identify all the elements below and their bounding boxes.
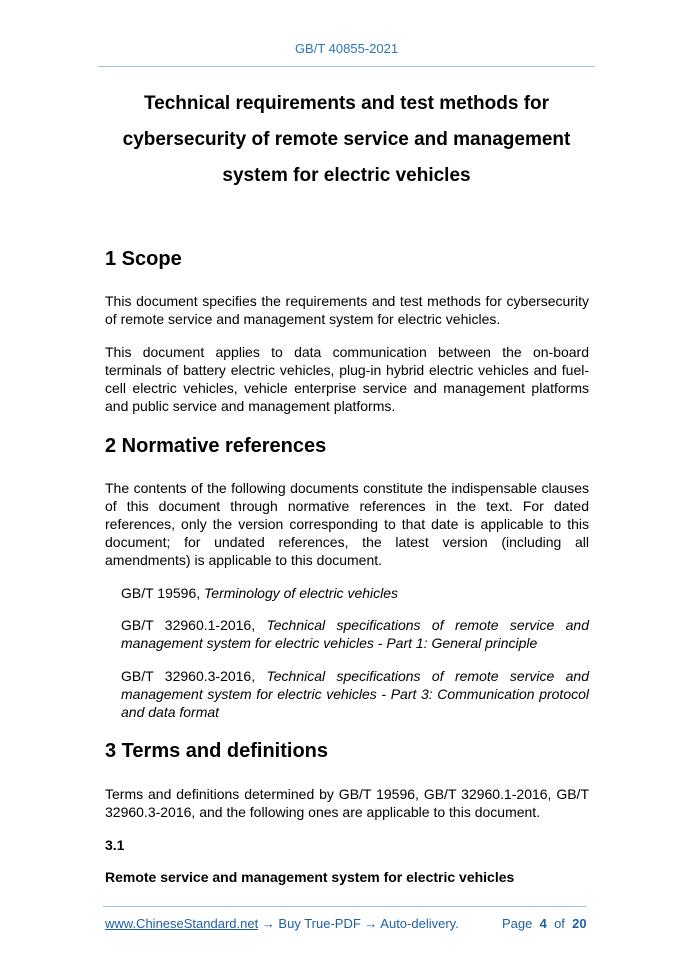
ref-title: Technical specifications of remote service and management system for electric vehicles - Part 3: Communication protocol and data format	[121, 668, 590, 720]
section-heading-terms: 3 Terms and definitions	[105, 740, 328, 762]
of-label: of	[554, 916, 565, 931]
paragraph: The contents of the following documents constitute the indispensable clauses of this document through normative references in the text. For dated references, only the version corresponding to that date is applicable to this document; for undated references, the latest version (including all amendments) is applicable to this document.	[105, 480, 589, 568]
title-line: system for electric vehicles	[222, 165, 471, 186]
current-page: 4	[539, 916, 547, 931]
section-heading-normative-references: 2 Normative references	[105, 435, 327, 457]
footer-divider	[103, 906, 586, 907]
ref-title: Technical specifications of remote service and management system for electric vehicles - Part 1: General principle	[121, 617, 590, 651]
header-doc-id: GB/T 40855-2021	[294, 41, 399, 56]
total-pages: 20	[572, 916, 587, 931]
paragraph: Terms and definitions determined by GB/T 19596, GB/T 32960.1-2016, GB/T 32960.3-2016, and the following ones are applicable to this document.	[105, 786, 589, 820]
ref-code: GB/T 19596,	[121, 585, 205, 601]
term-number: 3.1	[105, 837, 125, 853]
website-link[interactable]: www.ChineseStandard.net	[105, 916, 259, 931]
reference-item	[121, 616, 589, 652]
ref-title: Terminology of electric vehicles	[204, 585, 399, 601]
ref-code: GB/T 32960.1-2016,	[121, 617, 267, 633]
footer-promo	[105, 916, 459, 931]
page-title	[90, 86, 603, 194]
reference-item	[121, 584, 589, 602]
section-heading-scope: 1 Scope	[105, 248, 182, 270]
title-line: Technical requirements and test methods for	[143, 93, 550, 114]
ref-code: GB/T 32960.3-2016,	[121, 668, 267, 684]
title-line: cybersecurity of remote service and management	[122, 129, 571, 150]
page-label: Page	[502, 916, 533, 931]
paragraph: This document applies to data communication between the on-board terminals of battery electric vehicles, plug-in hybrid electric vehicles and fuel-cell electric vehicles, vehicle enterprise service and management platforms and public service and management platforms.	[105, 344, 589, 414]
reference-item	[121, 667, 589, 721]
header-divider	[98, 66, 595, 67]
footer-promo-text: → Buy True-PDF → Auto-delivery.	[258, 916, 459, 931]
page-number	[502, 916, 587, 931]
term-title: Remote service and management system for electric vehicles	[105, 869, 515, 885]
paragraph: This document specifies the requirements and test methods for cybersecurity of remote service and management system for electric vehicles.	[105, 293, 589, 327]
